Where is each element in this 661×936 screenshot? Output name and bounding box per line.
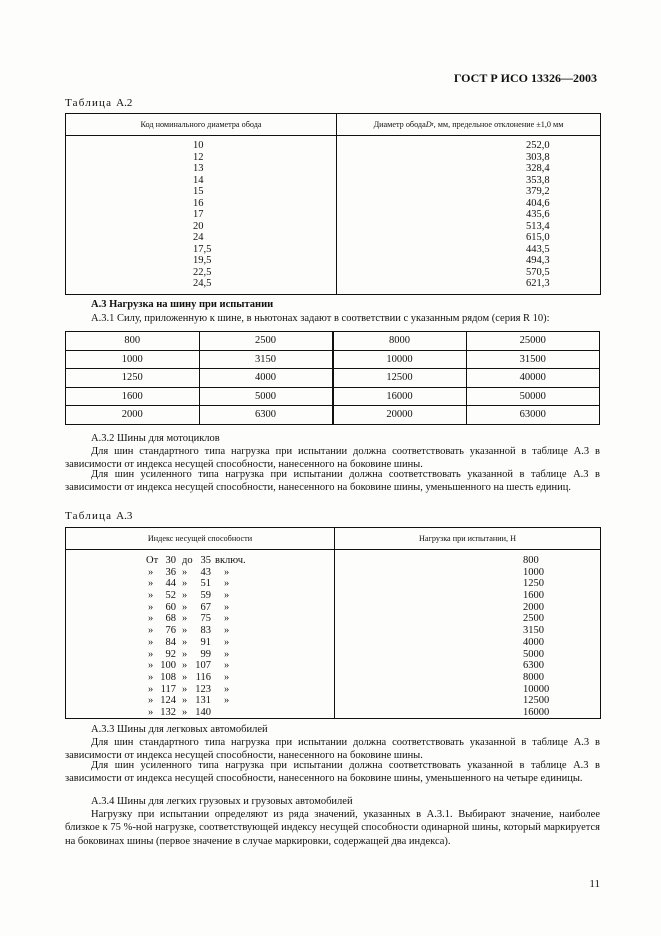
rim-code-cell: 20 <box>193 220 204 232</box>
rim-code-cell: 16 <box>193 197 204 209</box>
load-index-to: 91 <box>200 636 211 648</box>
para-a32-p1: Для шин стандартного типа нагрузка при испытании должна соответствовать указанной в таблице А.3 в зависимости от индекса несущей способности, нанесенного на боковине шины. <box>65 446 600 471</box>
rim-diameter-cell: 443,5 <box>526 243 550 255</box>
col2-header-suffix: , мм, предельное отклонение ±1,0 мм <box>433 120 564 129</box>
r10-row <box>66 387 600 406</box>
rim-diameter-cell: 404,6 <box>526 197 550 209</box>
r10-cell: 1000 <box>66 350 200 369</box>
load-index-mid: » <box>182 706 188 718</box>
table-a2-col1-header: Код номинального диаметра обода <box>66 114 337 135</box>
r10-cell: 10000 <box>333 350 467 369</box>
load-index-pre: » <box>148 695 154 707</box>
load-index-from: 52 <box>165 590 176 602</box>
test-load-cell: 10000 <box>523 683 550 695</box>
para-a33-p1: Для шин стандартного типа нагрузка при испытании должна соответствовать указанной в таблице А.3 в зависимости от индекса несущей способности, нанесенного на боковине шины. <box>65 737 600 762</box>
load-index-mid: » <box>182 671 188 683</box>
load-index-pre: » <box>148 590 154 602</box>
load-index-pre: » <box>148 613 154 625</box>
load-index-from: 117 <box>160 683 176 695</box>
table-a3-load-column <box>335 550 600 718</box>
load-index-row <box>66 625 334 637</box>
load-index-from: 92 <box>165 648 176 660</box>
test-load-cell: 12500 <box>523 695 550 707</box>
rim-code-cell: 10 <box>193 140 204 151</box>
r10-cell: 8000 <box>333 332 467 351</box>
rim-diameter-cell: 435,6 <box>526 209 550 220</box>
r10-cell: 50000 <box>466 387 600 406</box>
r10-cell: 25000 <box>466 332 600 351</box>
load-index-from: 124 <box>160 695 176 707</box>
load-index-mid: » <box>182 601 188 613</box>
r10-row <box>66 350 600 369</box>
table-a2 <box>65 113 601 295</box>
load-index-mid: » <box>182 590 188 602</box>
load-index-row <box>66 695 334 707</box>
load-index-mid: » <box>182 625 188 637</box>
test-load-cell: 6300 <box>523 660 544 672</box>
rim-diameter-cell: 615,0 <box>526 232 550 243</box>
r10-row <box>66 406 600 425</box>
load-index-mid: » <box>182 636 188 648</box>
r10-cell: 800 <box>66 332 200 351</box>
table-a3-index-column <box>66 550 335 718</box>
test-load-cell: 1000 <box>523 566 544 578</box>
rim-diameter-cell: 379,2 <box>526 186 550 197</box>
table-a3 <box>65 527 601 719</box>
r10-cell: 1250 <box>66 369 200 388</box>
load-index-to: 51 <box>200 578 211 590</box>
load-index-from: 30 <box>165 555 176 566</box>
para-a32-title: А.3.2 Шины для мотоциклов <box>91 433 220 444</box>
load-index-post: » <box>224 636 230 648</box>
table-a2-body <box>66 136 600 294</box>
load-index-mid: » <box>182 660 188 672</box>
test-load-cell: 1250 <box>523 578 544 590</box>
rim-code-cell: 17 <box>193 209 204 220</box>
test-load-cell: 2500 <box>523 613 544 625</box>
table-a3-col2-header: Нагрузка при испытании, Н <box>418 534 517 543</box>
r10-cell: 12500 <box>333 369 467 388</box>
load-index-row <box>66 602 334 614</box>
load-index-row <box>66 567 334 579</box>
load-index-from: 84 <box>165 636 176 648</box>
load-index-from: 132 <box>160 706 176 718</box>
rim-code-cell: 15 <box>193 186 204 197</box>
load-index-to: 107 <box>195 660 211 672</box>
load-index-mid: » <box>182 578 188 590</box>
load-index-from: 76 <box>165 625 176 637</box>
load-index-post: » <box>224 601 230 613</box>
table-a2-caption-word: Таблица <box>65 97 113 109</box>
r10-cell: 6300 <box>199 406 333 425</box>
load-index-from: 44 <box>165 578 176 590</box>
load-index-post: » <box>224 613 230 625</box>
table-a3-body <box>66 550 600 718</box>
section-a3-heading: А.3 Нагрузка на шину при испытании <box>91 299 274 310</box>
load-index-row <box>66 649 334 661</box>
r10-cell: 20000 <box>333 406 467 425</box>
r10-cell: 2000 <box>66 406 200 425</box>
load-index-post: » <box>224 625 230 637</box>
para-a33-title: А.3.3 Шины для легковых автомобилей <box>91 724 268 735</box>
load-index-mid: » <box>182 566 188 578</box>
para-a34-title: А.3.4 Шины для легких грузовых и грузовых автомобилей <box>91 796 353 807</box>
load-index-post: » <box>224 671 230 683</box>
r10-cell: 40000 <box>466 369 600 388</box>
load-index-from: 100 <box>160 660 176 672</box>
load-index-pre: » <box>148 671 154 683</box>
col2-header-symbol: D <box>425 120 432 129</box>
test-load-cell: 3150 <box>523 625 544 637</box>
load-index-row <box>66 613 334 625</box>
load-index-post: » <box>224 566 230 578</box>
load-index-to: 59 <box>200 590 211 602</box>
load-index-post: » <box>224 648 230 660</box>
rim-diameter-cell: 353,8 <box>526 174 550 186</box>
rim-code-cell: 24,5 <box>193 278 212 289</box>
load-index-pre: От <box>146 555 159 566</box>
load-index-to: 123 <box>195 683 211 695</box>
load-index-to: 67 <box>200 601 211 613</box>
r10-series-table <box>65 331 600 425</box>
load-index-row <box>66 684 334 696</box>
r10-row <box>66 369 600 388</box>
r10-cell: 5000 <box>199 387 333 406</box>
rim-diameter-cell: 570,5 <box>526 266 550 278</box>
r10-cell: 1600 <box>66 387 200 406</box>
rim-code-cell: 17,5 <box>193 243 212 255</box>
load-index-post: » <box>224 590 230 602</box>
test-load-cell: 8000 <box>523 671 544 683</box>
load-index-mid: » <box>182 695 188 707</box>
load-index-to: 75 <box>200 613 211 625</box>
table-a3-caption-word: Таблица <box>65 510 113 522</box>
load-index-from: 36 <box>165 566 176 578</box>
load-index-pre: » <box>148 625 154 637</box>
load-index-row <box>66 555 334 567</box>
para-a32-p2: Для шин усиленного типа нагрузка при испытании должна соответствовать указанной в таблице А.3 в зависимости от индекса несущей способности, нанесенного на боковине шины, уменьшенного на шесть единиц. <box>65 469 600 494</box>
load-index-pre: » <box>148 660 154 672</box>
load-index-from: 108 <box>160 671 176 683</box>
para-a34-p1: Нагрузку при испытании определяют из ряда значений, указанных в А.3.1. Выбирают значение, наиболее близкое к 75 %-ной нагрузке, соответствующей индексу несущей способности одинарной шины, который маркируется на боковинах шины (первое значение в случае маркировки, содержащей два индекса). <box>65 809 600 847</box>
table-a2-header-row <box>66 114 600 136</box>
r10-cell: 63000 <box>466 406 600 425</box>
load-index-pre: » <box>148 648 154 660</box>
test-load-cell: 2000 <box>523 601 544 613</box>
rim-code-cell: 12 <box>193 151 204 163</box>
table-a3-caption-number: А.3 <box>116 510 133 522</box>
load-index-row <box>66 672 334 684</box>
load-index-pre: » <box>148 683 154 695</box>
table-a2-code-column <box>66 136 337 294</box>
table-a2-caption <box>65 97 132 109</box>
test-load-cell: 4000 <box>523 636 544 648</box>
r10-cell: 3150 <box>199 350 333 369</box>
load-index-to: 140 <box>195 706 211 718</box>
para-a31: А.3.1 Силу, приложенную к шине, в ньютонах задают в соответствии с указанным рядом (серия R 10): <box>91 313 550 324</box>
table-a3-col1-header: Индекс несущей способности <box>66 528 335 549</box>
test-load-cell: 5000 <box>523 648 544 660</box>
load-index-pre: » <box>148 636 154 648</box>
load-index-mid: » <box>182 648 188 660</box>
load-index-row <box>66 590 334 602</box>
rim-diameter-cell: 303,8 <box>526 151 550 163</box>
load-index-from: 60 <box>165 601 176 613</box>
load-index-post: » <box>224 695 230 707</box>
load-index-to: 131 <box>195 695 211 707</box>
load-index-to: 43 <box>200 566 211 578</box>
rim-diameter-cell: 494,3 <box>526 255 550 266</box>
r10-row <box>66 332 600 351</box>
r10-cell: 16000 <box>333 387 467 406</box>
load-index-to: 116 <box>195 671 211 683</box>
load-index-post: » <box>224 578 230 590</box>
table-a3-caption <box>65 510 132 522</box>
load-index-pre: » <box>148 566 154 578</box>
load-index-post: » <box>224 660 230 672</box>
rim-diameter-cell: 621,3 <box>526 278 550 289</box>
table-a3-header-row <box>66 528 600 550</box>
col2-header-subscript: r <box>431 121 434 128</box>
table-a2-col2-header <box>337 114 600 135</box>
load-index-pre: » <box>148 601 154 613</box>
document-header: ГОСТ Р ИСО 13326—2003 <box>453 71 597 85</box>
table-a2-diameter-column <box>337 136 600 294</box>
rim-diameter-cell: 328,4 <box>526 163 550 174</box>
load-index-mid: до <box>182 555 193 566</box>
rim-code-cell: 24 <box>193 232 204 243</box>
rim-diameter-cell: 513,4 <box>526 220 550 232</box>
para-a33-p2: Для шин усиленного типа нагрузка при испытании должна соответствовать указанной в таблице А.3 в зависимости от индекса несущей способности, нанесенного на боковине шины, уменьшенного на четыре единицы. <box>65 760 600 785</box>
load-index-row <box>66 578 334 590</box>
load-index-mid: » <box>182 613 188 625</box>
load-index-to: 99 <box>200 648 211 660</box>
load-index-pre: » <box>148 706 154 718</box>
load-index-row <box>66 637 334 649</box>
load-index-to: 83 <box>200 625 211 637</box>
load-index-to: 35 <box>200 555 211 566</box>
test-load-cell: 1600 <box>523 590 544 602</box>
test-load-cell: 800 <box>523 555 539 566</box>
col2-header-prefix: Диаметр обода <box>373 120 426 129</box>
rim-diameter-cell: 252,0 <box>526 140 550 151</box>
rim-code-cell: 19,5 <box>193 255 212 266</box>
load-index-post: » <box>224 683 230 695</box>
load-index-pre: » <box>148 578 154 590</box>
load-index-row <box>66 707 334 719</box>
load-index-row <box>66 660 334 672</box>
test-load-cell: 16000 <box>523 706 550 718</box>
table-a2-caption-number: А.2 <box>116 97 133 109</box>
load-index-post: включ. <box>215 555 246 566</box>
r10-cell: 31500 <box>466 350 600 369</box>
load-index-mid: » <box>182 683 188 695</box>
r10-cell: 2500 <box>199 332 333 351</box>
r10-cell: 4000 <box>199 369 333 388</box>
rim-code-cell: 13 <box>193 163 204 174</box>
rim-code-cell: 14 <box>193 174 204 186</box>
page-number: 11 <box>589 878 600 890</box>
load-index-from: 68 <box>165 613 176 625</box>
rim-code-cell: 22,5 <box>193 266 212 278</box>
